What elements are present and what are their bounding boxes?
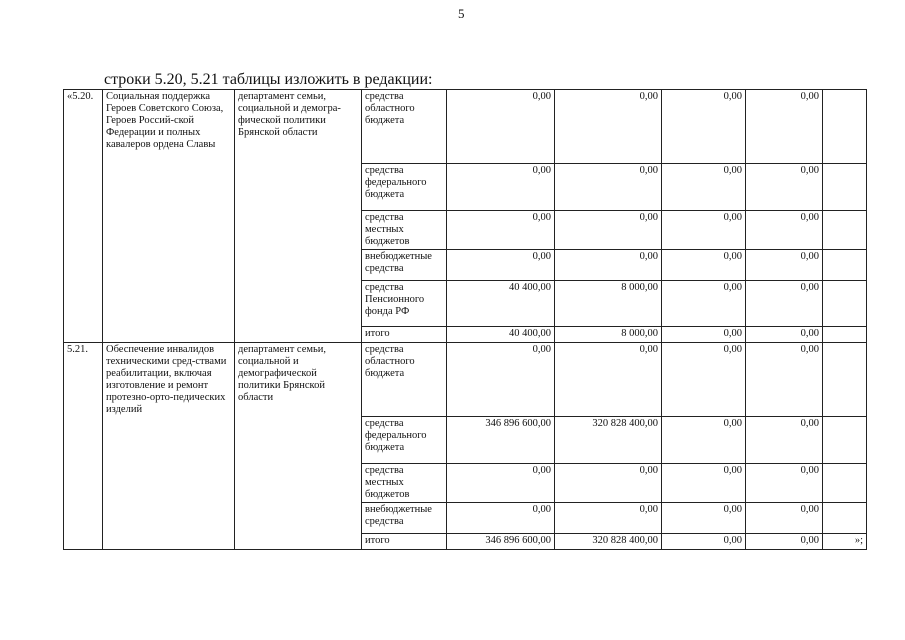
- funding-source: итого: [362, 534, 447, 550]
- value-cell: 0,00: [555, 503, 662, 534]
- value-cell: 0,00: [746, 90, 823, 164]
- extra-cell: [823, 211, 867, 250]
- value-cell: 0,00: [555, 250, 662, 281]
- value-cell: 0,00: [746, 281, 823, 327]
- extra-cell: [823, 90, 867, 164]
- value-cell: 0,00: [447, 164, 555, 211]
- value-cell: 0,00: [662, 164, 746, 211]
- value-cell: 346 896 600,00: [447, 417, 555, 464]
- value-cell: 40 400,00: [447, 327, 555, 343]
- row-number: 5.21.: [64, 343, 103, 550]
- value-cell: 8 000,00: [555, 281, 662, 327]
- value-cell: 0,00: [662, 211, 746, 250]
- value-cell: 0,00: [555, 464, 662, 503]
- extra-cell: [823, 464, 867, 503]
- value-cell: 0,00: [662, 250, 746, 281]
- closing-quote: »;: [823, 534, 867, 550]
- extra-cell: [823, 281, 867, 327]
- value-cell: 0,00: [555, 90, 662, 164]
- funding-source: средства Пенсионного фонда РФ: [362, 281, 447, 327]
- value-cell: 0,00: [746, 534, 823, 550]
- value-cell: 0,00: [662, 343, 746, 417]
- value-cell: 0,00: [662, 281, 746, 327]
- value-cell: 0,00: [746, 327, 823, 343]
- funding-source: средства федерального бюджета: [362, 417, 447, 464]
- extra-cell: [823, 250, 867, 281]
- executor: департамент семьи, социальной и демогра-фической политики Брянской области: [235, 90, 362, 343]
- value-cell: 0,00: [662, 534, 746, 550]
- value-cell: 0,00: [662, 417, 746, 464]
- table-row: [64, 343, 867, 417]
- executor: департамент семьи, социальной и демографической политики Брянской области: [235, 343, 362, 550]
- value-cell: 320 828 400,00: [555, 417, 662, 464]
- value-cell: 0,00: [447, 343, 555, 417]
- row-number: «5.20.: [64, 90, 103, 343]
- intro-text: строки 5.20, 5.21 таблицы изложить в редакции:: [104, 71, 433, 88]
- extra-cell: [823, 417, 867, 464]
- extra-cell: [823, 343, 867, 417]
- value-cell: 0,00: [746, 211, 823, 250]
- value-cell: 8 000,00: [555, 327, 662, 343]
- value-cell: 0,00: [746, 164, 823, 211]
- value-cell: 0,00: [447, 503, 555, 534]
- value-cell: 0,00: [746, 417, 823, 464]
- value-cell: 0,00: [555, 343, 662, 417]
- funding-source: итого: [362, 327, 447, 343]
- value-cell: 0,00: [662, 503, 746, 534]
- value-cell: 40 400,00: [447, 281, 555, 327]
- funding-source: средства областного бюджета: [362, 343, 447, 417]
- funding-source: внебюджетные средства: [362, 250, 447, 281]
- funding-source: средства местных бюджетов: [362, 211, 447, 250]
- value-cell: 0,00: [746, 464, 823, 503]
- value-cell: 0,00: [662, 327, 746, 343]
- value-cell: 0,00: [662, 90, 746, 164]
- value-cell: 320 828 400,00: [555, 534, 662, 550]
- measure-name: Обеспечение инвалидов техническими сред-ствами реабилитации, включая изготовление и ремонт протезно-орто-педических изделий: [103, 343, 235, 550]
- funding-source: средства областного бюджета: [362, 90, 447, 164]
- value-cell: 0,00: [746, 250, 823, 281]
- extra-cell: [823, 164, 867, 211]
- value-cell: 0,00: [447, 211, 555, 250]
- value-cell: 0,00: [447, 464, 555, 503]
- funding-source: средства федерального бюджета: [362, 164, 447, 211]
- measure-name: Социальная поддержка Героев Советского Союза, Героев Россий-ской Федерации и полных кавалеров ордена Славы: [103, 90, 235, 343]
- value-cell: 0,00: [447, 90, 555, 164]
- value-cell: 0,00: [746, 503, 823, 534]
- extra-cell: [823, 327, 867, 343]
- value-cell: 0,00: [447, 250, 555, 281]
- value-cell: 346 896 600,00: [447, 534, 555, 550]
- extra-cell: [823, 503, 867, 534]
- budget-table: [63, 89, 867, 550]
- value-cell: 0,00: [662, 464, 746, 503]
- funding-source: внебюджетные средства: [362, 503, 447, 534]
- value-cell: 0,00: [555, 164, 662, 211]
- table-row: [64, 90, 867, 164]
- value-cell: 0,00: [555, 211, 662, 250]
- page-number: 5: [458, 6, 465, 21]
- value-cell: 0,00: [746, 343, 823, 417]
- funding-source: средства местных бюджетов: [362, 464, 447, 503]
